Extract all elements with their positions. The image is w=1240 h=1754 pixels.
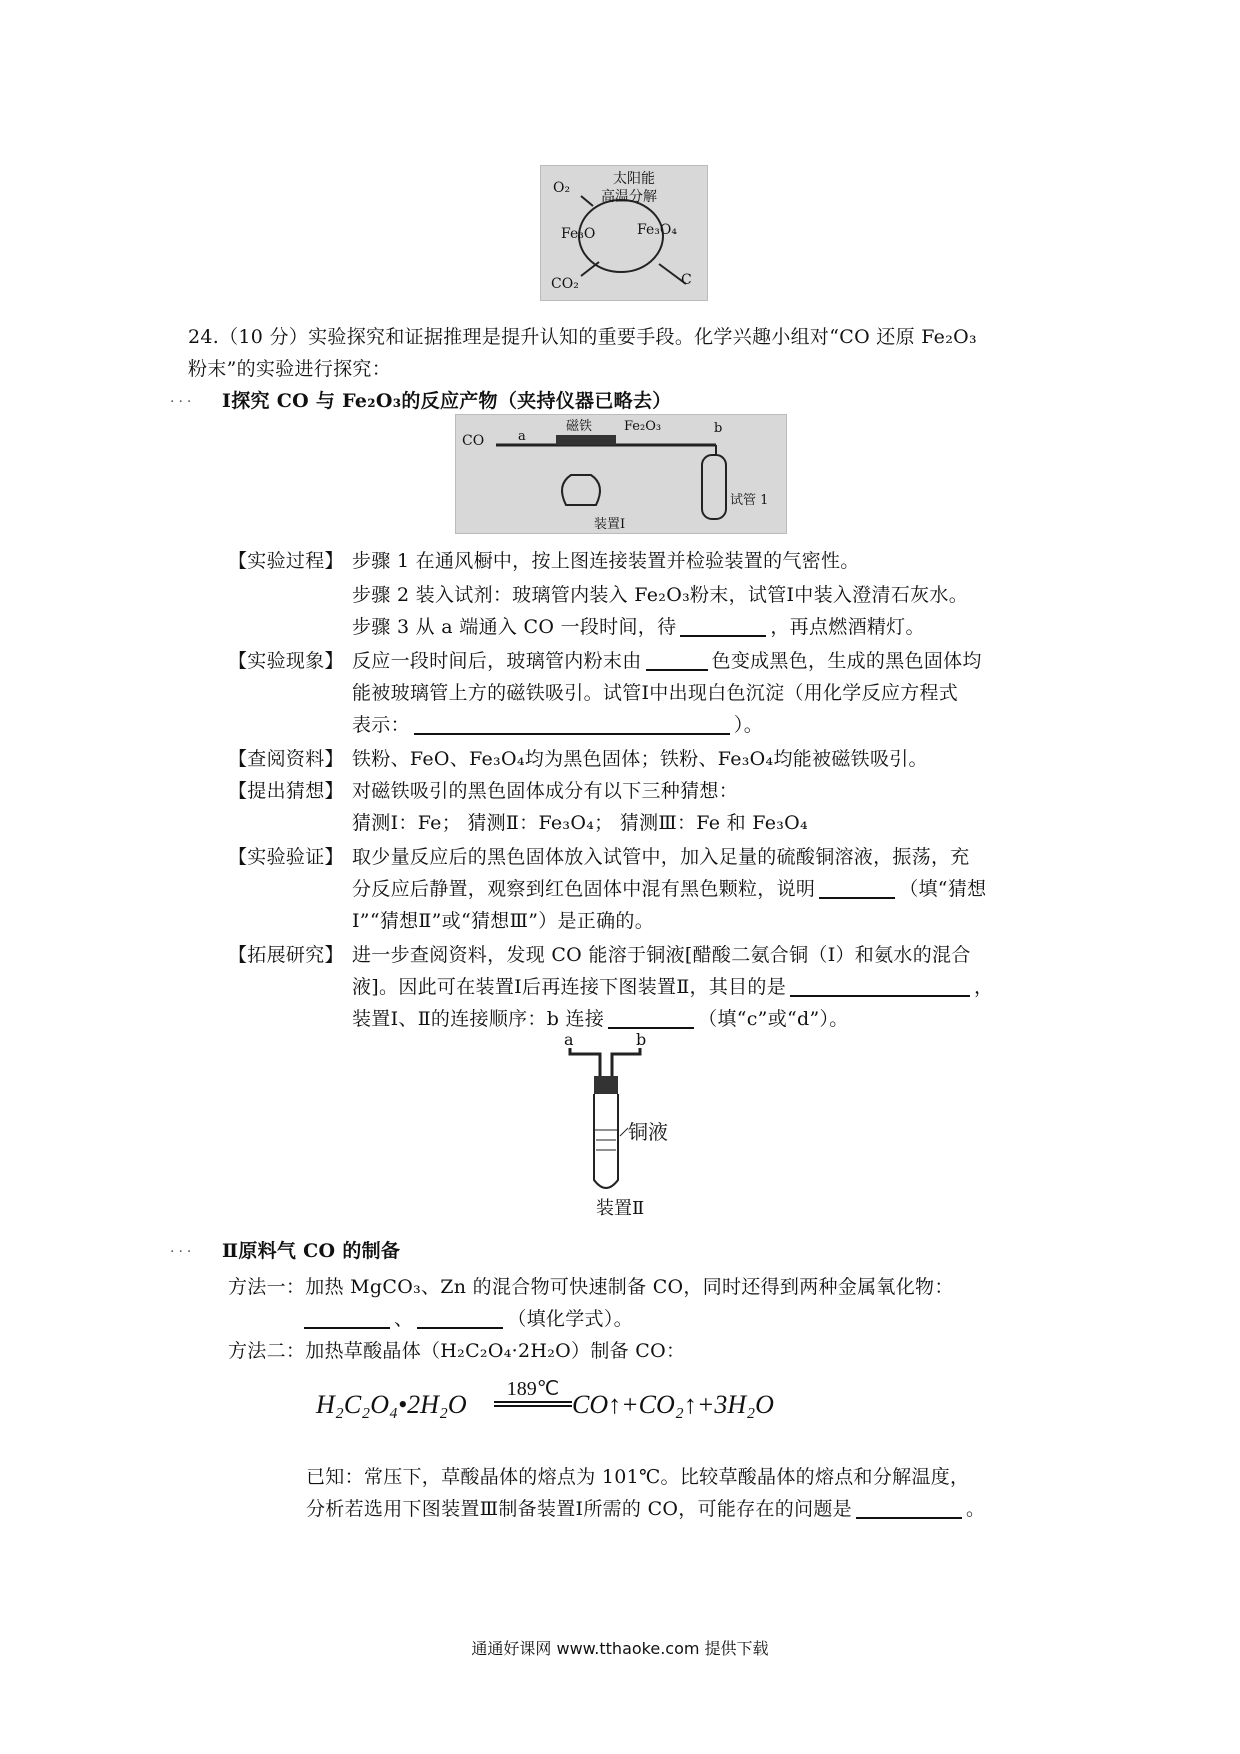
q24-intro-line1: 24.（10 分）实验探究和证据推理是提升认知的重要手段。化学兴趣小组对“CO 还原 Fe₂O₃ [188,326,977,348]
known-line1: 已知：常压下，草酸晶体的熔点为 101℃。比较草酸晶体的熔点和分解温度， [306,1466,970,1488]
method-1-sep: 、 [394,1308,414,1330]
answer-blank-hypothesis[interactable] [819,879,895,899]
label-decomp: 高温分解 [601,189,657,205]
label-solar: 太阳能 [613,171,655,187]
step-1: 步骤 1 在通风橱中，按上图连接装置并检验装置的气密性。 [352,550,860,572]
extension-text-c: 装置Ⅰ、Ⅱ的连接顺序：b 连接 [352,1008,605,1030]
label-magnet: 磁铁 [566,419,593,434]
q24-intro-line2: 粉末”的实验进行探究： [188,358,392,380]
step-3 [352,612,925,639]
method-2: 方法二：加热草酸晶体（H₂C₂O₄·2H₂O）制备 CO： [228,1340,686,1362]
hypothesis-label: 【提出猜想】 [228,780,344,802]
apparatus-2-figure [560,1030,690,1220]
caption-apparatus-2: 装置Ⅱ [596,1198,645,1219]
method-1-suffix: （填化学式）。 [507,1308,633,1330]
extension-text-d: （填“c”或“d”）。 [698,1008,849,1030]
label-tube: 试管 1 [730,493,769,508]
label-a: a [518,429,526,444]
label-b: b [714,421,723,436]
phenomenon-line1 [352,646,982,673]
apparatus-1-figure [455,414,787,534]
verification-line2 [352,874,986,901]
dots-2: ... [170,1240,196,1256]
label-co2: CO₂ [551,276,579,292]
extension-line3 [352,1004,849,1031]
method-1: 方法一：加热 MgCO₃、Zn 的混合物可快速制备 CO，同时还得到两种金属氧化物： [228,1276,954,1298]
phenomenon-text-c: 表示： [352,714,410,736]
equation-arrow [494,1376,572,1407]
extension-text-b: ， [974,976,994,998]
answer-blank-color[interactable] [646,651,708,671]
verification-line3: Ⅰ”“猜想Ⅱ”或“猜想Ⅲ”）是正确的。 [352,910,655,932]
verification-text-a: 分反应后静置，观察到红色固体中混有黑色颗粒，说明 [352,878,816,900]
hypothesis-line1: 对磁铁吸引的黑色固体成分有以下三种猜想： [352,780,739,802]
equation-right: CO↑+CO₂↑+3H₂O [572,1390,774,1419]
reference-text: 铁粉、FeO、Fe₃O₄均为黑色固体；铁粉、Fe₃O₄均能被磁铁吸引。 [352,748,928,770]
phenomenon-label: 【实验现象】 [228,650,344,672]
phenomenon-line2: 能被玻璃管上方的磁铁吸引。试管Ⅰ中出现白色沉淀（用化学反应方程式 [352,682,959,704]
equation-condition: 189℃ [506,1378,560,1400]
label-b-2: b [636,1030,647,1049]
part2-title: Ⅱ原料气 CO 的制备 [222,1240,401,1262]
part1-title: Ⅰ探究 CO 与 Fe₂O₃的反应产物（夹持仪器已略去） [222,390,672,412]
label-copper-liquid: 铜液 [628,1120,668,1144]
hypothesis-line2: 猜测Ⅰ：Fe； 猜测Ⅱ：Fe₃O₄； 猜测Ⅲ：Fe 和 Fe₃O₄ [352,812,808,834]
footer-source: 通通好课网 www.tthaoke.com 提供下载 [471,1639,769,1658]
answer-blank-purpose[interactable] [790,977,970,997]
step-3-text-a: 步骤 3 从 a 端通入 CO 一段时间，待 [352,616,677,638]
step-2: 步骤 2 装入试剂：玻璃管内装入 Fe₂O₃粉末，试管Ⅰ中装入澄清石灰水。 [352,584,969,606]
label-fe2o3: Fe₂O₃ [624,419,662,434]
cycle-diagram [540,165,708,301]
label-a-2: a [564,1030,574,1049]
answer-blank-connection[interactable] [608,1009,694,1029]
label-feo: Fe₃O [561,226,596,242]
verification-label: 【实验验证】 [228,846,344,868]
label-fe3o4: Fe₃O₄ [637,222,677,238]
extension-line1: 进一步查阅资料，发现 CO 能溶于铜液[醋酸二氨合铜（Ⅰ）和氨水的混合 [352,944,971,966]
extension-label: 【拓展研究】 [228,944,344,966]
caption-apparatus-1: 装置Ⅰ [594,517,626,532]
answer-blank-oxide-1[interactable] [304,1309,390,1329]
answer-blank-step3[interactable] [680,617,766,637]
answer-blank-problem[interactable] [856,1499,962,1519]
verification-text-b: （填“猜想 [899,878,987,900]
method-1-answers [300,1304,633,1331]
step-3-text-b: ，再点燃酒精灯。 [770,616,925,638]
known-text-a: 分析若选用下图装置Ⅲ制备装置Ⅰ所需的 CO，可能存在的问题是 [306,1498,852,1520]
answer-blank-equation[interactable] [414,715,730,735]
label-c: C [681,272,692,288]
apparatus-2-art [560,1030,690,1220]
process-label: 【实验过程】 [228,550,344,572]
dots: ... [170,390,196,406]
label-o2: O₂ [553,180,571,196]
known-text-b: 。 [965,1498,986,1520]
known-line2 [306,1494,985,1521]
answer-blank-oxide-2[interactable] [417,1309,503,1329]
extension-line2 [352,972,993,999]
extension-text-a: 液]。因此可在装置Ⅰ后再连接下图装置Ⅱ，其目的是 [352,976,787,998]
reference-label: 【查阅资料】 [228,748,344,770]
verification-line1: 取少量反应后的黑色固体放入试管中，加入足量的硫酸铜溶液，振荡，充 [352,846,970,868]
phenomenon-line3 [352,710,763,737]
phenomenon-text-b: 色变成黑色，生成的黑色固体均 [711,650,982,672]
label-co: CO [462,433,485,449]
equation-equal-sign [494,1401,572,1407]
phenomenon-text-d: ）。 [733,714,764,736]
equation-left: H₂C₂O₄•2H₂O [316,1390,467,1419]
phenomenon-text-a: 反应一段时间后，玻璃管内粉末由 [352,650,642,672]
